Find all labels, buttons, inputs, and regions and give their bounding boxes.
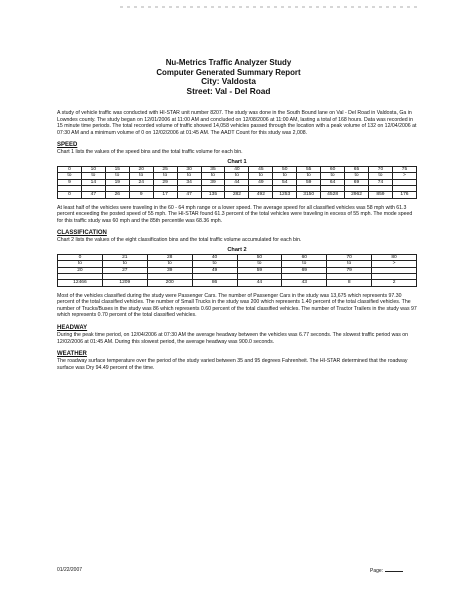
table-cell: to [147, 261, 192, 267]
table-cell: 282 [225, 192, 249, 198]
table-cell: 69 [345, 179, 369, 185]
table-cell: to [153, 173, 177, 179]
table-cell: 0 [58, 192, 82, 198]
table-cell: 26 [105, 192, 129, 198]
table-cell: to [225, 173, 249, 179]
table-cell: to [368, 173, 392, 179]
scan-artifact [120, 6, 420, 8]
table-cell: 28 [147, 254, 192, 260]
table-cell: 40 [192, 254, 237, 260]
table-cell: 176 [392, 192, 416, 198]
table-cell: 19 [105, 179, 129, 185]
table-cell: 64 [321, 179, 345, 185]
table-cell: 25 [153, 166, 177, 172]
table-cell: 44 [225, 179, 249, 185]
table-cell: 69 [282, 267, 327, 273]
table-cell: 15 [105, 166, 129, 172]
table-cell: 44 [237, 280, 282, 286]
table-cell: 39 [201, 179, 225, 185]
table-cell: 1253 [273, 192, 297, 198]
report-title: Nu-Metrics Traffic Analyzer Study [165, 58, 292, 67]
table-cell: to [58, 261, 103, 267]
table-cell: 60 [321, 166, 345, 172]
table-cell: 9 [129, 192, 153, 198]
table-cell: 200 [147, 280, 192, 286]
table-cell: to [273, 173, 297, 179]
table-cell: 12466 [58, 280, 103, 286]
table-cell: 0 [58, 254, 103, 260]
table-cell: 135 [201, 192, 225, 198]
table-cell: to [321, 173, 345, 179]
table-cell: 65 [345, 166, 369, 172]
intro-paragraph: A study of vehicle traffic was conducted with HI-STAR unit number 8207. The study was done in the South Bound lane on Val - Del Road in Valdosta, Ga in Lowndes county. The study began on 12/01/2006 at 11:00 AM and concluded on 12/08/2006 at 11:00 AM, lasting a total of 168 hours. Data was recorded in 15 minute time periods. The total recorded volume of traffic showed 14,058 vehicles passed through the location with a peak volume of 132 on 12/04/2006 at 07:30 AM and a minimum volume of 0 on 12/02/2006 at 01:45 AM. The AADT Count for this study was 2,008. [57, 110, 417, 136]
table-cell: 70 [368, 166, 392, 172]
table-cell: 75 [392, 166, 416, 172]
table-cell: to [297, 173, 321, 179]
table-cell: 20 [58, 267, 103, 273]
report-header [0, 58, 457, 96]
table-cell: 20 [129, 166, 153, 172]
table-cell: to [282, 261, 327, 267]
page-label: Page: [370, 568, 384, 574]
table-cell: 859 [368, 192, 392, 198]
table-cell: 35 [201, 166, 225, 172]
speed-table [57, 166, 417, 199]
table-cell: 39 [147, 267, 192, 273]
chart2-title: Chart 2 [227, 246, 247, 253]
table-cell: > [392, 173, 416, 179]
table-cell: 79 [327, 267, 372, 273]
table-cell: 29 [153, 179, 177, 185]
classification-description: Chart 2 lists the values of the eight classification bins and the total traffic volume accumulated for each bin. [57, 237, 302, 244]
table-cell: 80 [372, 254, 417, 260]
footer-page [370, 567, 403, 574]
table-cell: 10 [81, 166, 105, 172]
table-cell: 492 [249, 192, 273, 198]
table-cell: to [105, 173, 129, 179]
table-cell: 43 [282, 280, 327, 286]
report-city: City: Valdosta [201, 76, 256, 86]
table-cell: to [327, 261, 372, 267]
table-cell: to [102, 261, 147, 267]
table-cell: 9 [58, 179, 82, 185]
table-cell: > [372, 261, 417, 267]
chart1-title: Chart 1 [227, 158, 247, 165]
table-cell: 2962 [345, 192, 369, 198]
report-subtitle: Computer Generated Summary Report [156, 67, 301, 77]
table-cell: 40 [225, 166, 249, 172]
table-cell: to [201, 173, 225, 179]
speed-heading: SPEED [57, 142, 78, 149]
table-cell: 4528 [321, 192, 345, 198]
table-cell: to [129, 173, 153, 179]
table-cell: 49 [249, 179, 273, 185]
table-cell: 86 [192, 280, 237, 286]
footer-date: 01/22/2007 [57, 567, 83, 573]
table-cell: to [58, 173, 82, 179]
headway-heading: HEADWAY [57, 324, 88, 331]
table-cell: 14 [81, 179, 105, 185]
table-cell: 27 [102, 267, 147, 273]
table-cell: to [237, 261, 282, 267]
table-cell: 24 [129, 179, 153, 185]
table-cell: 34 [177, 179, 201, 185]
table-cell: 8 [327, 280, 372, 286]
classification-summary: Most of the vehicles classified during the study were Passenger Cars. The number of Passenger Cars in the study was 13,675 which represents 97.30 percent of the total classified vehicles. The number of Small Trucks in the study was 200 which represents 1.40 percent of the total classified vehicles. The number of Trucks/Buses in the study was 86 which represents 0.60 percent of the total classified vehicles. The number of Tractor Trailers in the study was 97 which represents 0.70 percent of the total classified vehicles. [57, 292, 417, 319]
table-cell: 70 [327, 254, 372, 260]
table-cell: 50 [273, 166, 297, 172]
table-cell: to [177, 173, 201, 179]
table-cell: 1209 [102, 280, 147, 286]
classification-table [57, 254, 417, 287]
table-cell: 47 [177, 192, 201, 198]
table-cell: 49 [192, 267, 237, 273]
table-cell: 59 [297, 179, 321, 185]
weather-text: The roadway surface temperature over the period of the study varied between 35 and 95 degrees Fahrenheit. The HI-STAR determined that the roadway surface was Dry 94.49 percent of the time. [57, 358, 408, 371]
page-number-blank [385, 567, 403, 572]
table-cell: 2 [372, 280, 417, 286]
table-cell: 21 [102, 254, 147, 260]
table-cell: 59 [237, 267, 282, 273]
headway-text: During the peak time period, on 12/04/2006 at 07:30 AM the average headway between the vehicles was 6.77 seconds. The slowest traffic period was on 12/02/2006 at 01:45 AM. During this slowest period, the average headway was 900.0 seconds. [57, 331, 409, 345]
weather-heading: WEATHER [57, 351, 87, 358]
table-cell: 0 [58, 166, 82, 172]
table-cell: 30 [177, 166, 201, 172]
report-street: Street: Val - Del Road [186, 85, 271, 96]
table-cell: to [249, 173, 273, 179]
table-row [58, 192, 417, 198]
table-cell: 55 [297, 166, 321, 172]
table-cell: 50 [237, 254, 282, 260]
table-cell: 47 [81, 192, 105, 198]
speed-description: Chart 1 lists the values of the speed bins and the total traffic volume for each bin. [57, 149, 243, 156]
table-cell: 74 [368, 179, 392, 185]
table-cell: to [81, 173, 105, 179]
table-cell: 45 [249, 166, 273, 172]
table-cell: 17 [153, 192, 177, 198]
table-cell: 60 [282, 254, 327, 260]
classification-heading: CLASSIFICATION [57, 230, 107, 237]
table-cell: to [192, 261, 237, 267]
table-cell: 3150 [297, 192, 321, 198]
speed-summary: At least half of the vehicles were traveling in the 60 - 64 mph range or a lower speed. The average speed for all classified vehicles was 58 mph with 61.3 percent exceeding the posted speed of 55 mph. The HI-STAR found 61.3 percent of the total vehicles were traveling in excess of 55 mph. The mode speed for this traffic study was 60 mph and the 85th percentile was 68.36 mph. [57, 204, 413, 224]
report-body [57, 110, 417, 371]
table-row [58, 280, 417, 286]
table-cell: to [345, 173, 369, 179]
table-cell: 54 [273, 179, 297, 185]
